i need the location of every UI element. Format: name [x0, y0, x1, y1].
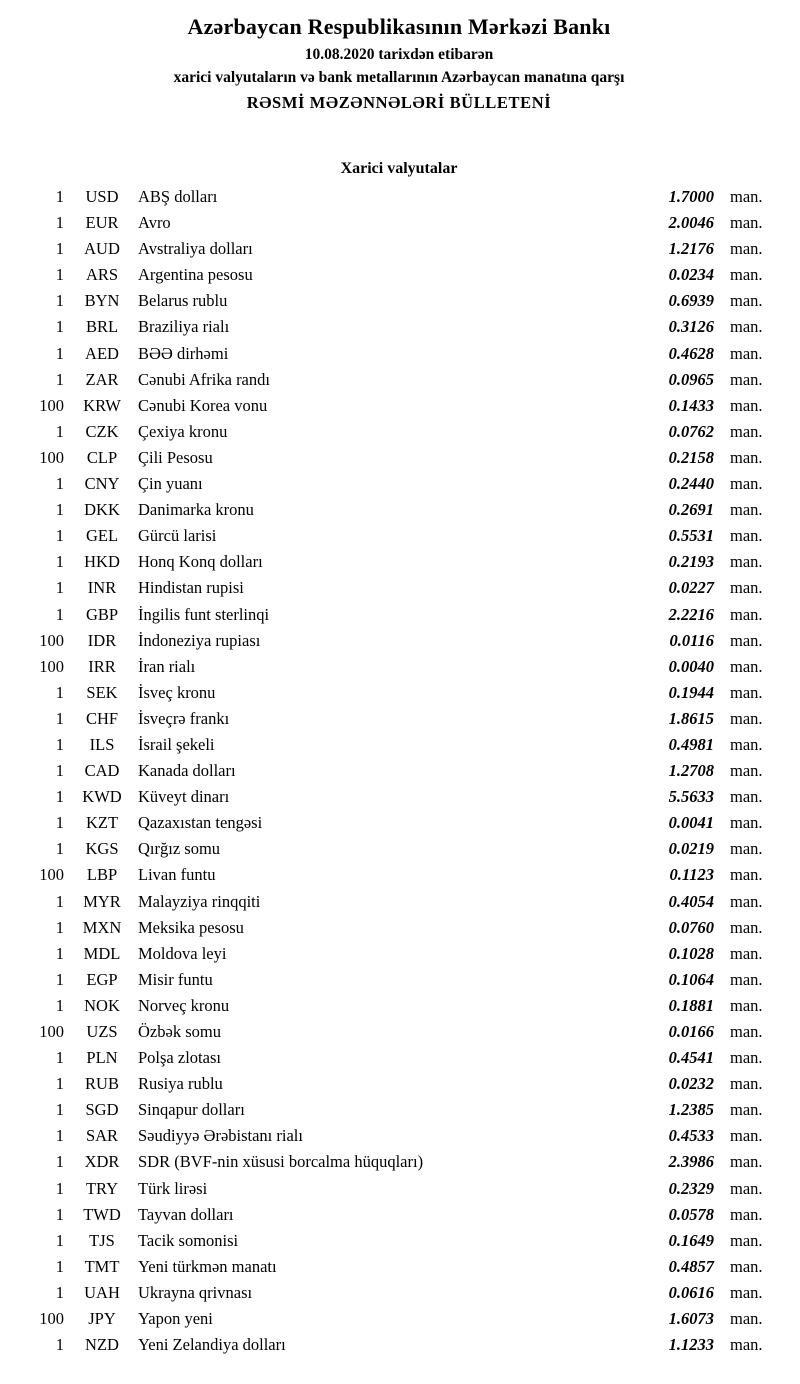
- currency-code: ARS: [85, 265, 119, 285]
- currency-name: BƏƏ dirhəmi: [138, 343, 229, 363]
- rate-unit: man.: [730, 1100, 763, 1120]
- table-row: [22, 993, 776, 1019]
- table-row: [22, 654, 776, 680]
- currency-quantity: 1: [55, 813, 64, 833]
- rate-value: 0.4541: [668, 1048, 714, 1068]
- table-row: [22, 1097, 776, 1123]
- currency-quantity: 1: [55, 761, 64, 781]
- currency-code: AUD: [84, 239, 120, 259]
- rate-unit: man.: [730, 1230, 763, 1250]
- currency-name: Tacik somonisi: [138, 1230, 239, 1250]
- currency-code: CLP: [86, 447, 118, 467]
- currency-quantity: 1: [55, 1048, 64, 1068]
- rate-unit: man.: [730, 1178, 763, 1198]
- rate-unit: man.: [730, 1126, 763, 1146]
- currency-name: Kanada dolları: [138, 761, 236, 781]
- rate-unit: man.: [730, 369, 763, 389]
- currency-code: MDL: [83, 943, 121, 963]
- currency-code: DKK: [84, 500, 120, 520]
- currency-quantity: 1: [55, 995, 64, 1015]
- rate-unit: man.: [730, 317, 763, 337]
- currency-name: Avstraliya dolları: [138, 239, 253, 259]
- table-row: [22, 1280, 776, 1306]
- table-row: [22, 393, 776, 419]
- currency-quantity: 1: [55, 917, 64, 937]
- currency-code: IDR: [87, 630, 117, 650]
- currency-code: TWD: [83, 1204, 121, 1224]
- currency-code: MYR: [83, 891, 121, 911]
- currency-quantity: 1: [55, 839, 64, 859]
- table-row: [22, 706, 776, 732]
- rate-unit: man.: [730, 734, 763, 754]
- currency-name: Livan funtu: [138, 865, 216, 885]
- rate-unit: man.: [730, 1204, 763, 1224]
- currency-code: INR: [87, 578, 117, 598]
- table-row: [22, 236, 776, 262]
- currency-quantity: 1: [55, 187, 64, 206]
- currency-name: Cənubi Afrika randı: [138, 369, 270, 389]
- currency-quantity: 1: [55, 500, 64, 520]
- table-row: [22, 628, 776, 654]
- currency-code: USD: [85, 187, 119, 206]
- rate-value: 1.1233: [668, 1335, 714, 1355]
- rate-value: 0.0219: [668, 839, 714, 859]
- currency-name: Yapon yeni: [138, 1309, 213, 1329]
- currency-code: UZS: [86, 1022, 118, 1041]
- currency-name: Yeni türkmən manatı: [138, 1256, 277, 1276]
- rate-unit: man.: [730, 1309, 763, 1329]
- rate-unit: man.: [730, 552, 763, 572]
- currency-code: NOK: [84, 995, 120, 1015]
- currency-name: Polşa zlotası: [138, 1048, 221, 1068]
- rate-unit: man.: [730, 995, 763, 1015]
- currency-code: RUB: [85, 1074, 119, 1094]
- currency-quantity: 1: [55, 891, 64, 911]
- currency-quantity: 100: [39, 1309, 64, 1329]
- currency-quantity: 1: [55, 734, 64, 754]
- table-row: [22, 1019, 776, 1045]
- table-row: [22, 836, 776, 862]
- currency-quantity: 1: [55, 943, 64, 963]
- currency-name: Braziliya rialı: [138, 317, 230, 337]
- currency-quantity: 100: [39, 656, 64, 676]
- currency-code: CZK: [85, 421, 119, 441]
- table-row: [22, 1045, 776, 1071]
- rate-unit: man.: [730, 682, 763, 702]
- currency-name: Belarus rublu: [138, 291, 228, 311]
- currency-quantity: 1: [55, 1152, 64, 1172]
- table-row: [22, 314, 776, 340]
- currency-quantity: 1: [55, 708, 64, 728]
- rate-unit: man.: [730, 421, 763, 441]
- rate-unit: man.: [730, 1048, 763, 1068]
- rate-unit: man.: [730, 943, 763, 963]
- rate-unit: man.: [730, 1335, 763, 1355]
- currency-name: Qırğız somu: [138, 839, 221, 859]
- currency-code: SEK: [86, 682, 118, 702]
- rate-value: 0.1649: [668, 1230, 714, 1250]
- currency-name: Özbək somu: [138, 1022, 221, 1041]
- rate-value: 0.0041: [668, 813, 714, 833]
- currency-quantity: 1: [55, 1126, 64, 1146]
- table-row: [22, 1123, 776, 1149]
- rate-unit: man.: [730, 1282, 763, 1302]
- rate-unit: man.: [730, 395, 763, 415]
- currency-name: Hindistan rupisi: [138, 578, 244, 598]
- currency-code: TJS: [89, 1230, 115, 1250]
- currency-name: Türk lirəsi: [138, 1178, 208, 1198]
- currency-quantity: 1: [55, 787, 64, 807]
- section-title: Xarici valyutalar: [340, 160, 458, 177]
- rate-unit: man.: [730, 447, 763, 467]
- currency-name: Meksika pesosu: [138, 917, 244, 937]
- table-row: [22, 889, 776, 915]
- currency-code: NZD: [85, 1335, 119, 1355]
- rate-unit: man.: [730, 813, 763, 833]
- rate-value: 1.2176: [668, 239, 714, 259]
- table-row: [22, 1071, 776, 1097]
- rate-value: 1.2385: [668, 1100, 714, 1120]
- table-row: [22, 210, 776, 236]
- table-row: [22, 732, 776, 758]
- currency-code: MXN: [82, 917, 122, 937]
- currency-name: İndoneziya rupiası: [138, 630, 261, 650]
- currency-quantity: 1: [55, 1256, 64, 1276]
- table-row: [22, 445, 776, 471]
- currency-name: Səudiyyə Ərəbistanı rialı: [138, 1126, 303, 1146]
- bulletin-header: [22, 14, 776, 113]
- rate-unit: man.: [730, 891, 763, 911]
- currency-code: ILS: [89, 734, 115, 754]
- currency-code: XDR: [84, 1152, 120, 1172]
- rate-value: 1.6073: [668, 1309, 714, 1329]
- table-row: [22, 262, 776, 288]
- rate-unit: man.: [730, 1256, 763, 1276]
- rate-unit: man.: [730, 187, 763, 206]
- rate-value: 0.0227: [668, 578, 714, 598]
- rate-value: 2.3986: [668, 1152, 714, 1172]
- rate-value: 0.2691: [668, 500, 714, 520]
- rate-value: 0.0116: [669, 630, 714, 650]
- currency-name: Küveyt dinarı: [138, 787, 230, 807]
- currency-quantity: 100: [39, 630, 64, 650]
- currency-code: SAR: [85, 1126, 119, 1146]
- currency-quantity: 1: [55, 526, 64, 546]
- rate-unit: man.: [730, 656, 763, 676]
- currency-code: ZAR: [85, 369, 119, 389]
- table-row: [22, 549, 776, 575]
- rate-unit: man.: [730, 708, 763, 728]
- table-row: [22, 680, 776, 706]
- rates-table: [22, 184, 776, 1358]
- currency-name: Malayziya rinqqiti: [138, 891, 261, 911]
- currency-name: Sinqapur dolları: [138, 1100, 245, 1120]
- rate-value: 0.1433: [668, 395, 714, 415]
- rate-unit: man.: [730, 969, 763, 989]
- rate-value: 1.2708: [668, 761, 714, 781]
- currency-name: ABŞ dolları: [138, 187, 218, 206]
- currency-quantity: 1: [55, 343, 64, 363]
- rate-unit: man.: [730, 343, 763, 363]
- rate-value: 0.0578: [668, 1204, 714, 1224]
- currency-quantity: 1: [55, 969, 64, 989]
- rate-value: 5.5633: [668, 787, 714, 807]
- rate-value: 0.1881: [668, 995, 714, 1015]
- currency-quantity: 1: [55, 265, 64, 285]
- currency-code: AED: [85, 343, 119, 363]
- rate-value: 0.0166: [668, 1022, 714, 1041]
- rate-value: 0.1064: [668, 969, 714, 989]
- currency-name: Danimarka kronu: [138, 500, 254, 520]
- currency-quantity: 1: [55, 213, 64, 233]
- rate-value: 0.4628: [668, 343, 714, 363]
- currency-name: İngilis funt sterlinqi: [138, 604, 270, 624]
- rate-unit: man.: [730, 265, 763, 285]
- currency-name: Misir funtu: [138, 969, 213, 989]
- table-row: [22, 1332, 776, 1358]
- currency-code: TRY: [85, 1178, 119, 1198]
- currency-name: İsrail şekeli: [138, 734, 215, 754]
- rate-value: 0.2329: [668, 1178, 714, 1198]
- table-row: [22, 784, 776, 810]
- currency-code: EUR: [85, 213, 119, 233]
- currency-quantity: 100: [39, 395, 64, 415]
- table-row: [22, 1228, 776, 1254]
- currency-quantity: 1: [55, 552, 64, 572]
- currency-name: SDR (BVF-nin xüsusi borcalma hüquqları): [138, 1152, 424, 1172]
- rate-unit: man.: [730, 917, 763, 937]
- table-row: [22, 967, 776, 993]
- rate-value: 0.1944: [668, 682, 714, 702]
- currency-code: KZT: [85, 813, 119, 833]
- currency-quantity: 1: [55, 1204, 64, 1224]
- currency-name: Argentina pesosu: [138, 265, 253, 285]
- rate-unit: man.: [730, 787, 763, 807]
- rate-unit: man.: [730, 839, 763, 859]
- rate-value: 1.8615: [668, 708, 714, 728]
- currency-code: GBP: [85, 604, 119, 624]
- rate-value: 0.1028: [668, 943, 714, 963]
- rate-value: 0.0232: [668, 1074, 714, 1094]
- currency-name: Cənubi Korea vonu: [138, 395, 268, 415]
- table-row: [22, 941, 776, 967]
- rate-unit: man.: [730, 213, 763, 233]
- table-row: [22, 1254, 776, 1280]
- rate-value: 0.0616: [668, 1282, 714, 1302]
- currency-code: CNY: [84, 474, 120, 494]
- currency-quantity: 100: [39, 447, 64, 467]
- table-row: [22, 367, 776, 393]
- rate-value: 0.6939: [668, 291, 714, 311]
- table-row: [22, 1149, 776, 1175]
- currency-name: Moldova leyi: [138, 943, 227, 963]
- rate-unit: man.: [730, 761, 763, 781]
- currency-quantity: 1: [55, 317, 64, 337]
- currency-code: CHF: [85, 708, 119, 728]
- currency-name: İsveç kronu: [138, 682, 216, 702]
- currency-quantity: 1: [55, 604, 64, 624]
- rate-unit: man.: [730, 1152, 763, 1172]
- currency-name: Çexiya kronu: [138, 421, 228, 441]
- rate-value: 0.0762: [668, 421, 714, 441]
- rate-value: 1.7000: [668, 187, 714, 206]
- table-row: [22, 1306, 776, 1332]
- rate-value: 0.4054: [668, 891, 714, 911]
- currency-quantity: 1: [55, 239, 64, 259]
- rate-value: 2.2216: [668, 604, 714, 624]
- rate-value: 0.5531: [668, 526, 714, 546]
- rate-value: 0.4857: [668, 1256, 714, 1276]
- currency-code: KWD: [82, 787, 122, 807]
- currency-quantity: 1: [55, 421, 64, 441]
- rate-value: 0.0040: [668, 656, 714, 676]
- table-row: [22, 915, 776, 941]
- currency-code: GEL: [85, 526, 119, 546]
- rate-value: 0.0760: [668, 917, 714, 937]
- currency-code: KGS: [85, 839, 119, 859]
- table-row: [22, 471, 776, 497]
- currency-code: BRL: [85, 317, 119, 337]
- currency-name: Qazaxıstan tengəsi: [138, 813, 263, 833]
- rate-unit: man.: [730, 291, 763, 311]
- table-row: [22, 862, 776, 888]
- currency-code: PLN: [86, 1048, 118, 1068]
- rate-value: 0.2193: [668, 552, 714, 572]
- table-row: [22, 758, 776, 784]
- table-row: [22, 1202, 776, 1228]
- bulletin-title: RƏSMİ MƏZƏNNƏLƏRİ BÜLLETENİ: [246, 93, 552, 112]
- rate-value: 0.4981: [668, 734, 714, 754]
- rate-unit: man.: [730, 578, 763, 598]
- currency-quantity: 1: [55, 474, 64, 494]
- currency-quantity: 100: [39, 1022, 64, 1041]
- currency-code: BYN: [84, 291, 120, 311]
- rate-value: 0.0965: [668, 369, 714, 389]
- table-row: [22, 810, 776, 836]
- currency-name: Yeni Zelandiya dolları: [138, 1335, 286, 1355]
- rate-unit: man.: [730, 1022, 763, 1041]
- currency-quantity: 1: [55, 1282, 64, 1302]
- currency-quantity: 1: [55, 682, 64, 702]
- bank-title: Azərbaycan Respublikasının Mərkəzi Bankı: [187, 14, 611, 39]
- currency-code: UAH: [84, 1282, 120, 1302]
- currency-quantity: 1: [55, 1100, 64, 1120]
- table-row: [22, 575, 776, 601]
- currency-name: Rusiya rublu: [138, 1074, 223, 1094]
- currency-code: JPY: [88, 1309, 116, 1329]
- rate-unit: man.: [730, 500, 763, 520]
- table-row: [22, 1176, 776, 1202]
- rate-value: 0.4533: [668, 1126, 714, 1146]
- rate-unit: man.: [730, 474, 763, 494]
- currency-code: IRR: [88, 656, 116, 676]
- effective-date: 10.08.2020 tarixdən etibarən: [304, 46, 494, 63]
- rate-value: 0.1123: [669, 865, 714, 885]
- currency-code: SGD: [85, 1100, 119, 1120]
- currency-name: Honq Konq dolları: [138, 552, 263, 572]
- currency-name: Çili Pesosu: [138, 447, 213, 467]
- currency-quantity: 1: [55, 369, 64, 389]
- currency-quantity: 1: [55, 578, 64, 598]
- currency-name: Ukrayna qrivnası: [138, 1282, 253, 1302]
- currency-name: Tayvan dolları: [138, 1204, 234, 1224]
- table-row: [22, 419, 776, 445]
- rate-value: 0.2440: [668, 474, 714, 494]
- currency-quantity: 1: [55, 1335, 64, 1355]
- table-row: [22, 288, 776, 314]
- table-row: [22, 497, 776, 523]
- currency-code: CAD: [84, 761, 120, 781]
- rate-unit: man.: [730, 239, 763, 259]
- currency-code: KRW: [83, 395, 121, 415]
- currency-quantity: 1: [55, 1230, 64, 1250]
- rate-unit: man.: [730, 1074, 763, 1094]
- table-row: [22, 184, 776, 210]
- currency-quantity: 1: [55, 1178, 64, 1198]
- table-row: [22, 602, 776, 628]
- rate-value: 0.3126: [668, 317, 714, 337]
- bulletin-subtitle: xarici valyutaların və bank metallarının Azərbaycan manatına qarşı: [173, 69, 625, 86]
- rate-unit: man.: [730, 630, 763, 650]
- rate-unit: man.: [730, 526, 763, 546]
- currency-code: HKD: [84, 552, 120, 572]
- currency-code: TMT: [84, 1256, 120, 1276]
- currency-name: Norveç kronu: [138, 995, 230, 1015]
- currency-name: Çin yuanı: [138, 474, 203, 494]
- rate-value: 0.2158: [668, 447, 714, 467]
- rate-value: 2.0046: [668, 213, 714, 233]
- table-row: [22, 341, 776, 367]
- currency-code: EGP: [86, 969, 118, 989]
- currency-quantity: 1: [55, 1074, 64, 1094]
- rate-unit: man.: [730, 865, 763, 885]
- rate-value: 0.0234: [668, 265, 714, 285]
- currency-quantity: 1: [55, 291, 64, 311]
- currency-name: Avro: [138, 213, 171, 233]
- currency-name: İran rialı: [138, 656, 196, 676]
- table-row: [22, 523, 776, 549]
- currency-name: Gürcü larisi: [138, 526, 217, 546]
- currency-quantity: 100: [39, 865, 64, 885]
- rate-unit: man.: [730, 604, 763, 624]
- currency-name: İsveçrə frankı: [138, 708, 230, 728]
- currency-code: LBP: [86, 865, 118, 885]
